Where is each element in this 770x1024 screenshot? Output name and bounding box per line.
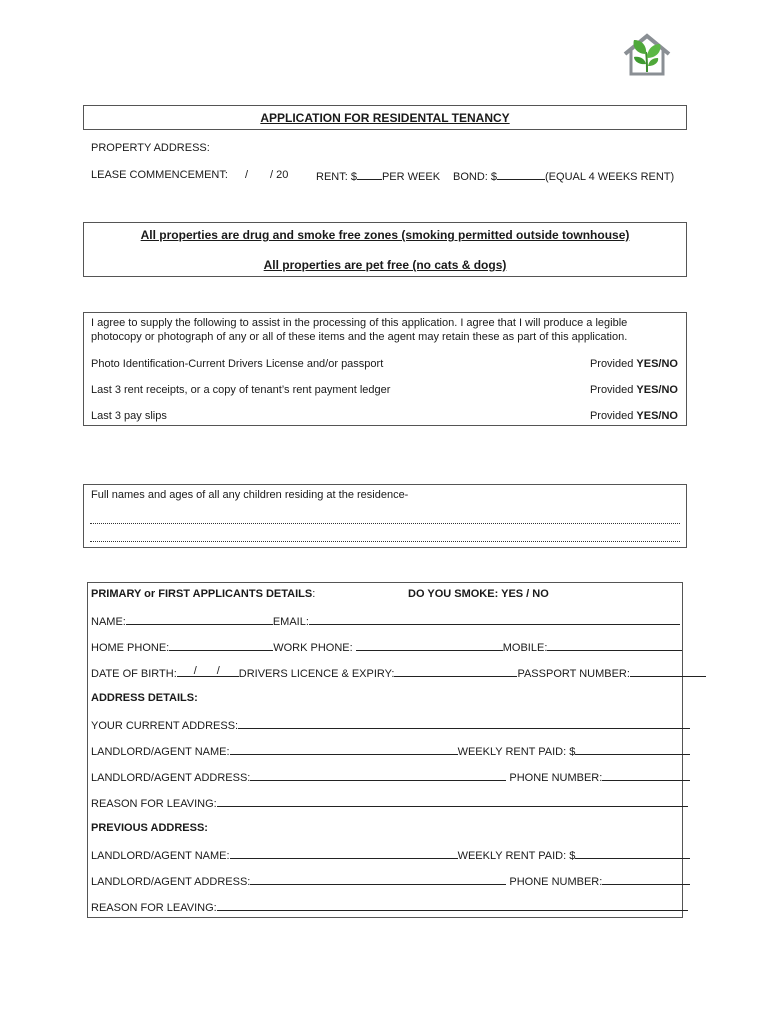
passport-field[interactable] [630, 665, 706, 677]
current-address-row [91, 717, 690, 733]
passport-label: PASSPORT NUMBER: [517, 668, 630, 680]
lease-row [91, 168, 228, 182]
children-entry-line-2[interactable] [90, 541, 680, 542]
weekly-rent-field[interactable] [575, 743, 690, 755]
work-phone-label: WORK PHONE: [273, 642, 353, 654]
document-row [91, 358, 686, 370]
document-row [91, 410, 686, 422]
lease-slash-1: / [245, 169, 249, 181]
landlord-address-row [91, 769, 690, 785]
reason-label: REASON FOR LEAVING: [91, 798, 217, 810]
address-details-heading: ADDRESS DETAILS: [91, 692, 198, 704]
landlord-name-label: LANDLORD/AGENT NAME: [91, 850, 230, 862]
applicant-heading: PRIMARY or FIRST APPLICANTS DETAILS [91, 588, 313, 600]
title-box [83, 105, 687, 130]
phone-number-label: PHONE NUMBER: [509, 772, 603, 784]
current-address-field[interactable] [238, 717, 690, 729]
prev-reason-row [91, 899, 688, 915]
name-email-row [91, 613, 680, 629]
document-provided[interactable]: Provided YES/NO [589, 384, 678, 396]
document-row [91, 384, 686, 396]
notice-line-2: All properties are pet free (no cats & dogs) [263, 258, 507, 272]
drivers-licence-label: DRIVERS LICENCE & EXPIRY: [238, 668, 395, 680]
prev-phone-number-field[interactable] [602, 873, 690, 885]
dob-field[interactable]: / / [177, 665, 239, 677]
rent-field[interactable] [316, 168, 440, 184]
dob-label: DATE OF BIRTH: [91, 668, 177, 680]
rent-label: RENT: $ [316, 171, 357, 183]
work-phone-field[interactable] [356, 639, 503, 651]
landlord-address-field[interactable] [250, 769, 506, 781]
property-address-label: PROPERTY ADDRESS: [91, 142, 210, 154]
reason-label: REASON FOR LEAVING: [91, 902, 217, 914]
email-field[interactable] [309, 613, 680, 625]
applicant-heading-row: PRIMARY or FIRST APPLICANTS DETAILS: [91, 588, 316, 600]
landlord-name-row [91, 743, 690, 759]
prev-landlord-address-row [91, 873, 690, 889]
document-label: Last 3 pay slips [91, 410, 167, 422]
lease-commencement-label: LEASE COMMENCEMENT: [91, 169, 228, 181]
landlord-name-label: LANDLORD/AGENT NAME: [91, 746, 230, 758]
prev-landlord-address-field[interactable] [250, 873, 506, 885]
dob-row [91, 665, 706, 681]
prev-weekly-rent-field[interactable] [575, 847, 690, 859]
phone-number-field[interactable] [602, 769, 690, 781]
prev-landlord-name-row [91, 847, 690, 863]
bond-suffix: (EQUAL 4 WEEKS RENT) [545, 171, 675, 183]
reason-field[interactable] [217, 795, 688, 807]
form-title: APPLICATION FOR RESIDENTAL TENANCY [260, 111, 510, 125]
rent-suffix: PER WEEK [381, 171, 441, 183]
prev-reason-field[interactable] [217, 899, 688, 911]
email-label: EMAIL: [272, 616, 309, 628]
phones-row [91, 639, 682, 655]
notice-line-1: All properties are drug and smoke free zones (smoking permitted outside townhouse) [140, 228, 630, 242]
house-leaf-logo [622, 32, 672, 78]
phone-number-label: PHONE NUMBER: [509, 876, 603, 888]
prev-landlord-name-field[interactable] [230, 847, 458, 859]
smoke-question[interactable]: DO YOU SMOKE: YES / NO [408, 588, 549, 600]
bond-label: BOND: $ [453, 171, 498, 183]
children-label: Full names and ages of all any children residing at the residence- [91, 489, 409, 501]
documents-box [83, 312, 687, 426]
mobile-field[interactable] [547, 639, 682, 651]
notice-box [83, 222, 687, 277]
document-provided[interactable]: Provided YES/NO [589, 410, 678, 422]
home-phone-label: HOME PHONE: [91, 642, 170, 654]
landlord-name-field[interactable] [230, 743, 458, 755]
mobile-label: MOBILE: [502, 642, 548, 654]
weekly-rent-label: WEEKLY RENT PAID: $ [457, 850, 576, 862]
lease-slash-2: / 20 [270, 169, 289, 181]
landlord-address-label: LANDLORD/AGENT ADDRESS: [91, 772, 251, 784]
applicant-box [87, 582, 683, 918]
document-provided[interactable]: Provided YES/NO [589, 358, 678, 370]
previous-address-heading: PREVIOUS ADDRESS: [91, 822, 208, 834]
weekly-rent-label: WEEKLY RENT PAID: $ [457, 746, 576, 758]
document-label: Photo Identification-Current Drivers License and/or passport [91, 358, 384, 370]
name-label: NAME: [91, 616, 126, 628]
home-phone-field[interactable] [169, 639, 273, 651]
document-label: Last 3 rent receipts, or a copy of tenant’s rent payment ledger [91, 384, 391, 396]
name-field[interactable] [126, 613, 273, 625]
children-entry-line-1[interactable] [90, 523, 680, 524]
current-address-label: YOUR CURRENT ADDRESS: [91, 720, 239, 732]
bond-field[interactable] [453, 168, 674, 184]
landlord-address-label: LANDLORD/AGENT ADDRESS: [91, 876, 251, 888]
reason-row [91, 795, 688, 811]
drivers-licence-field[interactable] [394, 665, 517, 677]
documents-intro: I agree to supply the following to assist in the processing of this application. I agree that I will produce a legible photocopy or photograph of any or all of these items and the agent may retain these as part of this application. [91, 317, 628, 343]
children-box [83, 484, 687, 548]
